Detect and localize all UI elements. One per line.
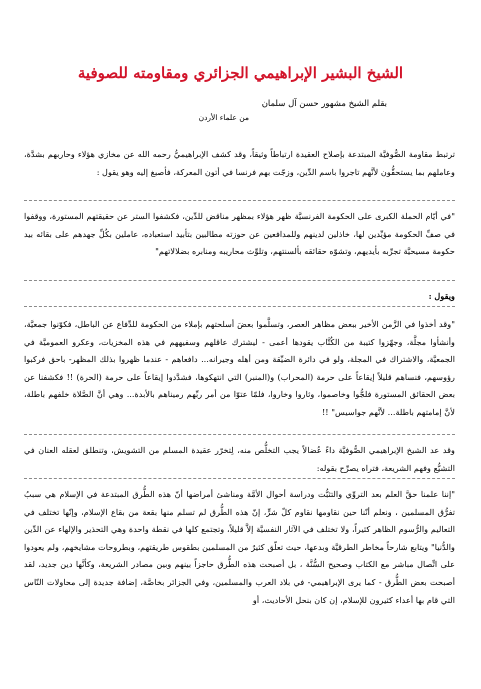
quote-block-3 [24,486,455,609]
paragraph-3-text: وقد عد الشيخ الإبراهيمي الصُّوفيَّة داءً عُضالاً يجب التخلُّص منه، لِتخرّر عقيدة المسلم من التشويش، وتنطلق لعقله العنان في التشيُّع وفهم الشريعة، فتراه يصرِّح بقوله: [24,445,455,473]
divider-4 [24,434,455,435]
intro-text: ترتبط مقاومة الصُّوفيَّة المبتدعة بإصلاح العقيدة ارتباطاً وثيقاً، وقد كشف الإبراهيميُّ رحمه الله عن مخازي هؤلاء وحاربهم بشدَّة، وعاملهم بما يستحقُّون لأنَّهم تاجروا باسم الدِّين، وزجّت بهم فرنسا في أتون المعركة، فأصبغ إليه وهو يقول : [24,149,455,177]
quote-2-text: "وقد أخذوا في الزَّمن الأخير ببعض مظاهر العصر، وتسلَّموا بعضَ أسلحتهم بإملاء من الحكومة للدِّفاع عن الباطل، فكوّنوا جمعيَّة، وأنشأوا مجلَّة، وجهّزوا كتيبة من الكُتَّاب يقودها أعمى - ليشترك عاقلهم وسفيههم في هذه المخزيات، وعكرو العموميَّة في الجمعيَّة، والاشتراك في المجلة، ولو في دائرة الضيِّقة ومن أهله وجيرانه... دافعاهم - عندما ظهروا بذلك المظهر- باحق فركبوا رؤوسهم، فنساهم قليلاً إيقاعاً على حرمة (المحراب) و(المنبر) التي انتهكوها، فشدَّدوا إيقاعاً على حرمة (الحرة) !! فكشفنا عن بعض الحقائق المستورة فلجُّوا وخاصموا، وثاروا وخاروا، فلمّا عتوّا من أمر ربِّهم رميناهم بالأبدة... وهي أنَّ الصَّلاة خلفهم باطلة، لأنَّ إمامتهم باطلة... لأنَّهم جواسيس" !! [24,319,455,417]
author-line: بقلم الشيخ مشهور حسن آل سلمان [261,99,387,109]
document-title: الشيخ البشير الإبراهيمي الجزائري ومقاومته للصوفية [77,64,404,82]
intro-paragraph [24,146,455,181]
quote-1-text: "في أيّام الحملة الكبرى على الحكومة الفرنسيَّة ظهر هؤلاء بمظهر مناقض للدِّين، فكشفوا الستر عن حقيقتهم المستورة، ووقفوا في صفِّ الحكومة مؤيِّدين لها، خاذلين لدينهم وللمدافعين عن حوزته مطالبين بتأبيد استعباده، عاملين بكُلِّ جهدهم على بقائه بيد حكومة مسيحيَّة تجرِّبه بأيديهم، وتشوّه حقائقه بألسنتهم، وتلوِّث محاريبه ومنابره بضلالاتهم" [24,211,455,257]
quote-block-2 [24,316,455,422]
yaqul-line [24,288,455,306]
yaqul-label: ويقول : [428,291,455,301]
divider-5 [24,478,455,479]
quote-3-text: "إننا علمنا حقَّ العلم بعد التروِّي والتثبُّت ودراسة أحوال الأمَّة ومناشئ أمراضها أنّ هذه الطُّرق المبتدعة في الإسلام هي سببُ تفرُّق المسلمين ، ونعلم أنّنا حين نقاومها نقاوم كلّ شرٍّ، إنّ هذه الطُّرق لم تسلم منها بقعة من بقاع الإسلام، وإنّها تختلف في التعاليم والرُّسوم الظاهر كثيراً، ولا تختلف في الآثار النفسيَّة إلاَّ قليلاً، وتجتمع كلها في نقطة واحدة وهي التحذير والإلهاء عن الدِّين والدُّنيا" ويتابع شارحاً مخاطر الطرقيَّة وبدعها، حيث تعلّق كثيرٌ من المسلمين بطقوس طريقتهم، وبطروحات مشايخهم، ولم يعودوا على اتِّصال مباشر مع الكتاب وصحيح السُّنَّة ، بل أصبحت هذه الطُّرق حاجزاً بينهم وبين مصادر الشريعة، وكأنَّها دين جديد، لقد أصبحت بعض الطُّرق - كما يرى الإبراهيمي- في بلاد العرب والمسلمين، وفي الجزائر بخاصَّة، إضافة جديدة إلى محاولات النّاس التي قام بها أعداء كثيرون للإسلام، إن كان بنحل الأحاديث، أو [24,489,455,605]
divider-3 [24,306,455,307]
divider-1 [24,200,455,201]
paragraph-3 [24,442,455,477]
divider-2 [24,280,455,281]
author-affiliation: من علماء الأردن [198,113,249,122]
quote-block-1 [24,208,455,261]
